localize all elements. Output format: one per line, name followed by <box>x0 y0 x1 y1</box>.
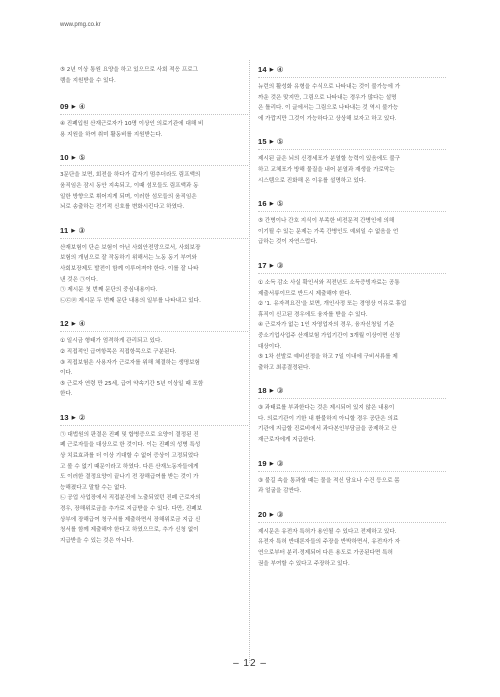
question-number: 18 <box>258 386 267 396</box>
answer-heading <box>258 137 446 146</box>
question-number: 15 <box>258 137 267 147</box>
answer-choice: ⑤ <box>276 199 284 209</box>
text-line: 산재보험이 단순 보험이 아닌 사회안전망으로서, 사회보장 <box>60 244 201 251</box>
dotted-rule <box>258 211 446 212</box>
arrow-icon: ▶ <box>269 460 274 467</box>
text-line: 청서를 함께 제출해야 한다고 하였으므로, 추가 신청 없이 <box>60 527 199 534</box>
page-number: – 12 – <box>233 658 267 669</box>
answer-heading <box>258 459 446 468</box>
dotted-rule <box>258 273 446 274</box>
text-line: ⑤ 1차 선발로 예비선정을 하고 7일 이내에 구비서류를 제 <box>258 354 398 361</box>
text-line: ④ 근로자가 없는 1인 자영업자의 경우, 융자신청일 기준 <box>258 322 395 329</box>
text-line: ⑤ 2년 이상 통원 요양을 하고 있으므로 사회 적응 프로그 <box>60 67 199 73</box>
question-number: 11 <box>60 225 69 235</box>
answer-block <box>258 386 446 445</box>
explanation-text <box>258 82 446 124</box>
answer-block <box>258 459 446 497</box>
answer-choice: ⑤ <box>276 137 284 147</box>
answer-block <box>60 153 248 212</box>
text-line: 제출서류이므로 반드시 제출해야 한다. <box>258 290 352 297</box>
answer-block <box>258 199 446 248</box>
text-line: 은 틀리다. 이 글에서는 그림으로 나타내는 것 역시 불가능 <box>258 105 399 112</box>
text-line: ③ 직접보험은 사용자가 근로자를 위해 체결하는 생명보험 <box>60 359 200 366</box>
answer-block <box>60 226 248 307</box>
answer-choice: ③ <box>276 386 284 396</box>
text-line: 램을 지원받을 수 있다. <box>60 77 116 84</box>
text-line: 제시된 글은 뇌의 신경세포가 분열할 능력이 있음에도 불구 <box>258 156 401 163</box>
text-line: ⑤ 간병이나 간호 지식이 부족한 비전문적 간병인에 의해 <box>258 218 395 225</box>
text-line: 고 볼 수 없기 때문이라고 하였다. 다른 산재노동자들에게 <box>60 463 199 470</box>
arrow-icon: ▶ <box>71 155 76 162</box>
answer-heading <box>60 226 248 235</box>
text-line: 용 지원을 하여 취미 활동비를 지원받는다. <box>60 131 163 138</box>
text-line: 뇌로 송출하는 전기적 신호를 변화시킨다고 하였다. <box>60 204 185 211</box>
answer-block <box>60 319 248 400</box>
arrow-icon: ▶ <box>71 104 76 111</box>
question-number: 10 <box>60 153 69 163</box>
text-line: 능해졌다고 말할 수는 없다. <box>60 484 127 491</box>
text-line: 제시문은 유전자 특허가 용인될 수 있다고 전제하고 있다. <box>258 528 397 535</box>
answer-choice: ③ <box>276 260 284 270</box>
text-line: 뉴런의 활성화 유형을 수식으로 나타내는 것이 불가능에 가 <box>258 84 401 90</box>
answer-choice: ⑤ <box>78 153 86 163</box>
text-line: ㉡㉢㉣ 제시문 두 번째 문단 내용의 일부를 나타내고 있다. <box>60 297 201 304</box>
answer-heading <box>258 510 446 519</box>
dotted-rule <box>60 425 248 426</box>
text-line: 상부에 장해급여 청구서를 제출하면서 장해위로금 지급 신 <box>60 516 201 523</box>
text-line: ③ 불길 속을 통과할 때는 물을 적신 담요나 수건 등으로 몸 <box>258 477 400 484</box>
answer-choice: ③ <box>276 458 284 468</box>
text-line: ① 소득 감소 사실 확인서와 직전년도 소득증빙자료는 공통 <box>258 279 400 286</box>
text-line: 연으로부터 분리·정제되어 다른 용도로 가공된다면 특허 <box>258 550 393 557</box>
dotted-rule <box>60 165 248 166</box>
text-line: 까운 것은 맞지만, 그림으로 나타내는 경우가 많다는 설명 <box>258 94 397 101</box>
answer-list-right <box>258 65 446 569</box>
answer-choice: ④ <box>276 65 284 74</box>
explanation-text <box>60 430 248 547</box>
question-number: 13 <box>60 412 69 422</box>
text-line: 이다. <box>60 370 73 377</box>
text-line: 상 치료효과를 더 이상 기대할 수 없어 증상이 고정되었다 <box>60 453 199 460</box>
text-line: 움직임은 잠시 동안 지속되고, 이때 섬모들도 림프액과 동 <box>60 182 199 189</box>
text-line: 일한 방향으로 휘어지게 되며, 이러한 섬모들의 움직임은 <box>60 193 197 200</box>
right-column <box>258 65 446 582</box>
text-line: 지급받을 수 있는 것은 아니다. <box>60 537 134 544</box>
answer-heading <box>258 199 446 208</box>
dotted-rule <box>258 149 446 150</box>
text-line: ㉠ 제시문 첫 번째 문단의 중심내용이다. <box>60 287 158 294</box>
arrow-icon: ▶ <box>269 511 274 518</box>
text-line: 기관에 지급할 진료비에서 과다본인부담금을 공제하고 산 <box>258 426 397 433</box>
text-line: ㉠ 대법원의 판결은 진폐 및 합병증으로 요양이 결정된 진 <box>60 431 199 438</box>
text-line: 급하는 것이 자연스럽다. <box>258 239 318 246</box>
explanation-text <box>60 119 248 140</box>
text-line: 중소기업사업주 산재보험 가입기간이 3개월 이상이면 신청 <box>258 332 401 339</box>
explanation-text <box>60 336 248 400</box>
question-number: 14 <box>258 65 267 74</box>
answer-block <box>258 510 446 569</box>
dotted-rule <box>258 471 446 472</box>
answer-block <box>258 261 446 373</box>
question-number: 16 <box>258 199 267 209</box>
dotted-rule <box>60 331 248 332</box>
site-url: www.pmg.co.kr <box>60 22 101 28</box>
answer-choice: ④ <box>78 102 86 112</box>
explanation-text <box>258 216 446 248</box>
explanation-text <box>258 403 446 445</box>
arrow-icon: ▶ <box>269 139 274 146</box>
answer-block <box>258 137 446 186</box>
question-number: 17 <box>258 260 267 270</box>
column-divider <box>249 60 250 663</box>
text-line: ① 일시금 형태가 엄격하게 관리되고 있다. <box>60 338 163 345</box>
explanation-text <box>258 527 446 569</box>
text-line: 대상이다. <box>258 343 282 350</box>
arrow-icon: ▶ <box>269 67 274 73</box>
text-line: 폐 근로자들을 대상으로 한 것이다. 이는 진폐의 성병 특성 <box>60 442 201 449</box>
text-line: ③ 과태료를 부과한다는 것은 제시되어 있지 않은 내용이 <box>258 405 395 412</box>
text-line: 출하고 최종결정된다. <box>258 364 311 371</box>
text-line: ② '1. 유자격요건'을 보면, 개인사정 또는 경영상 이유로 휴업 <box>258 301 407 308</box>
text-line: ⑤ 근로자 연령 만 25세, 급여 약속기간 5년 이상일 때 포함 <box>60 380 204 387</box>
left-column <box>60 65 248 559</box>
text-line: 다. 의료기관이 기한 내 환불하지 아니할 경우 공단은 의료 <box>258 415 399 422</box>
answer-choice: ② <box>78 412 86 422</box>
question-number: 20 <box>258 509 267 519</box>
arrow-icon: ▶ <box>269 388 274 395</box>
arrow-icon: ▶ <box>71 321 76 328</box>
arrow-icon: ▶ <box>71 227 76 234</box>
answer-choice: ④ <box>78 319 86 329</box>
answer-choice: ③ <box>78 225 86 235</box>
answer-heading <box>258 65 446 74</box>
arrow-icon: ▶ <box>71 414 76 421</box>
answer-heading <box>60 102 248 111</box>
answer-heading <box>60 413 248 422</box>
answer-heading <box>60 153 248 162</box>
answer-block <box>60 413 248 547</box>
text-line: 하고 교체포가 방해 물질을 내어 분열과 재생을 가로막는 <box>258 166 395 173</box>
answer-heading <box>258 261 446 270</box>
explanation-text <box>258 154 446 186</box>
answer-block <box>258 65 446 124</box>
text-line: 휴직이 신고된 경우에도 융자를 받을 수 있다. <box>258 311 368 318</box>
dotted-rule <box>258 522 446 523</box>
text-line: 3문단을 보면, 회전을 하다가 갑자기 멈추더라도 림프액의 <box>60 172 201 179</box>
text-line: 낸 것은 ㉠이다. <box>60 276 98 283</box>
explanation-text <box>258 476 446 497</box>
answer-heading <box>258 386 446 395</box>
text-line: 도 이러한 결정요양이 끝나기 전 장해급여를 받는 것이 가 <box>60 474 199 481</box>
explanation-text <box>60 243 248 307</box>
text-line: 에 가깝지만 그것이 가능하다고 상상해 보자고 하고 있다. <box>258 115 397 122</box>
text-line: 재근로자에게 지급한다. <box>258 437 316 444</box>
explanation-text <box>258 278 446 373</box>
text-line: ④ 진폐입원 산재근로자가 10명 이상인 의료기관에 대해 비 <box>60 121 204 128</box>
dotted-rule <box>258 398 446 399</box>
text-line: 시스템으로 진화해 온 이유를 설명하고 있다. <box>258 177 366 184</box>
arrow-icon: ▶ <box>269 262 274 269</box>
text-line: 한다. <box>60 391 73 398</box>
text-line: 경우, 장해위로금을 추가로 지급받을 수 있다. 다만, 진폐보 <box>60 506 203 513</box>
text-line: 사회보장제도 발전이 함께 이루어져야 한다. 이를 잘 나타 <box>60 265 199 272</box>
arrow-icon: ▶ <box>269 201 274 208</box>
explanation-text <box>60 170 248 212</box>
text-line: 유전자 특허 반대론자들의 주장을 반박하면서, 유전자가 자 <box>258 539 401 546</box>
answer-block <box>60 102 248 140</box>
answer-choice: ③ <box>276 509 284 519</box>
dotted-rule <box>60 238 248 239</box>
text-line: ㉡ 공업 사업장에서 직접분진에 노출되었던 진폐 근로자의 <box>60 495 201 502</box>
carryover-text <box>60 65 248 86</box>
text-line: 권을 부여할 수 있다고 주장하고 있다. <box>258 560 350 567</box>
answer-list-left <box>60 102 248 546</box>
dotted-rule <box>258 77 446 78</box>
text-line: 보험의 개념으로 잘 작동하기 위해서는 노동 동기 부여와 <box>60 255 197 262</box>
text-line: 이기될 수 있는 문제는 가족 간병인도 예외일 수 없음을 언 <box>258 228 399 235</box>
text-line: 과 얼굴을 감싼다. <box>258 488 302 495</box>
dotted-rule <box>60 114 248 115</box>
answer-heading <box>60 319 248 328</box>
text-line: ② 직접적인 급여항목은 직접항목으로 구분된다. <box>60 348 177 355</box>
question-number: 09 <box>60 102 69 112</box>
question-number: 19 <box>258 458 267 468</box>
question-number: 12 <box>60 319 69 329</box>
